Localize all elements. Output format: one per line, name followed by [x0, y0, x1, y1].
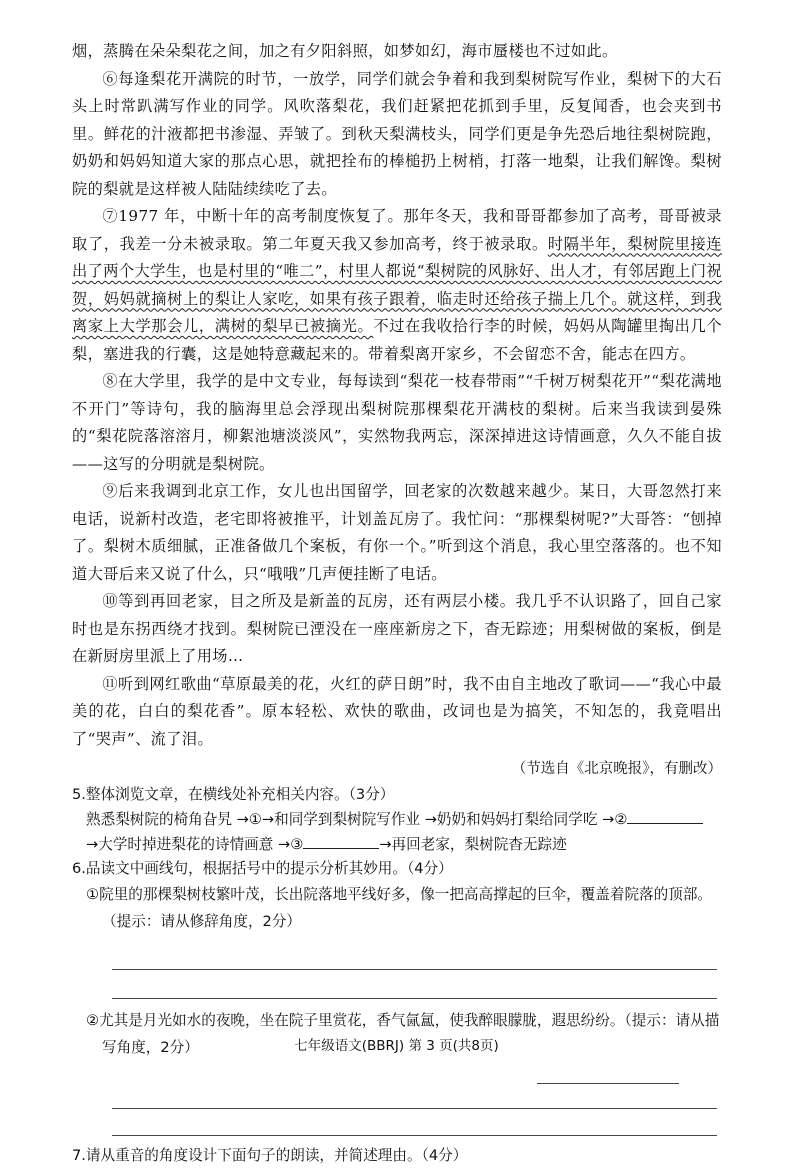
passage-paragraph-6: ⑥每逢梨花开满院的时节，一放学，同学们就会争着和我到梨树院写作业，梨树下的大石头上时常趴满写作业的同学。风吹落梨花，我们赶紧把花抓到手里，反复闻香，也会夹到书里。鲜花的汁液都把书渗湿、弄皱了。到秋天梨满枝头，同学们更是争先恐后地往梨树院跑，奶奶和妈妈知道大家的那点心思，就把拴布的棒槌扔上树梢，打落一地梨，让我们解馋。梨树院的梨就是这样被人陆陆续续吃了去。	[72, 69, 722, 198]
q6-2-answer-short-line[interactable]	[537, 1061, 679, 1084]
q6-1-answer-line-1[interactable]	[112, 941, 717, 970]
paragraph-7-wavy-underlined: 时隔半年，梨树院里接连出了两个大学生，也是村里的“唯二”，村里人都说“梨树院的风脉好、出人才，有邻居跑上门祝贺，妈妈就摘树上的梨让人家吃，如果有孩子跟着，临走时还给孩子揣上几个。就这样，到我离家上大学那会儿，满树的梨早已被摘光。	[72, 234, 723, 335]
question-5	[72, 783, 722, 857]
question-5-title: 5.整体浏览文章，在横线处补充相关内容。（3分）	[72, 786, 395, 803]
question-6-item-1: ①院里的那棵梨树枝繁叶茂，长出院落地平线好多，像一把高高撑起的巨伞，覆盖着院落的顶部。（提示：请从修辞角度，2分）	[86, 886, 713, 930]
question-6	[72, 857, 722, 1136]
q6-2-answer-line-1[interactable]	[112, 1084, 717, 1109]
q5-line1-text: 熟悉梨树院的椅角旮旯 →①→和同学到梨树院写作业 →奶奶和妈妈打梨给同学吃 →②	[86, 811, 628, 828]
question-5-line-2	[72, 832, 722, 857]
question-6-item-2: ②尤其是月光如水的夜晚，坐在院子里赏花，香气氤氲，使我醉眼朦胧，遐思纷纷。（提示：请从描写角度，2分）	[86, 1012, 720, 1056]
passage-paragraph-9: ⑨后来我调到北京工作，女儿也出国留学，回老家的次数越来越少。某日，大哥忽然打来电话，说新村改造，老宅即将被推平，计划盖瓦房了。我忙问：“那棵梨树呢?”大哥答：“刨掉了。梨树木质细腻，正准备做几个案板，有你一个。”听到这个消息，我心里空落落的。也不知道大哥后来又说了什么，只“哦哦”几声便挂断了电话。	[72, 482, 722, 583]
q5-blank-3[interactable]	[303, 832, 379, 849]
passage-paragraph-10: ⑩等到再回老家，目之所及是新盖的瓦房，还有两层小楼。我几乎不认识路了，回自己家时也是东拐西绕才找到。梨树院已湮没在一座座新房之下，杳无踪迹；用梨树做的案板，倒是在新厨房里派上了用场…	[72, 592, 722, 665]
q5-line2-text-b: →再回老家，梨树院杳无踪迹	[379, 836, 567, 853]
paragraph-7-text-b: 不过在我收拾行李的时候，妈妈从陶罐里掏出几个梨，塞进我的行囊，这是她特意藏起来的。带着梨离开家乡，不会留恋不舍，能志在四方。	[72, 317, 722, 363]
passage-paragraph-8: ⑧在大学里，我学的是中文专业，每每读到“梨花一枝春带雨”“千树万树梨花开”“梨花满地不开门”等诗句，我的脑海里总会浮现出梨树院那棵梨花开满枝的梨树。后来当我读到晏殊的“梨花院落溶溶月，柳絮池塘淡淡风”，实然物我两忘，深深掉进这诗情画意，久久不能自拔——这写的分明就是梨树院。	[72, 372, 722, 473]
q6-1-answer-line-2[interactable]	[112, 970, 717, 999]
passage-source: （节选自《北京晚报》，有删改）	[511, 761, 722, 777]
paragraph-7-text-a: ⑦1977 年，中断十年的高考制度恢复了。那年冬天，我和哥哥都参加了高考，哥哥被录取了，我差一分未被录取。第二年夏天我又参加高考，终于被录取。	[72, 207, 722, 253]
exam-page	[72, 38, 722, 1168]
passage-paragraph-11: ⑪听到网红歌曲“草原最美的花，火红的萨日朗”时，我不由自主地改了歌词——“我心中最美的花，白白的梨花香”。原本轻松、欢快的歌曲，改词也是为搞笑，不知怎的，我竟唱出了“哭声”、流了泪。	[72, 674, 722, 748]
question-6-title: 6.品读文中画线句，根据括号中的提示分析其妙用。（4分）	[72, 860, 453, 877]
q6-2-answer-line-2[interactable]	[112, 1109, 717, 1136]
page-footer: 七年级语文(BBRJ) 第 3 页(共8页)	[294, 1038, 499, 1054]
question-7	[72, 1144, 722, 1168]
passage-paragraph-7	[72, 203, 722, 368]
passage-paragraph-continued: 烟，蒸腾在朵朵梨花之间，加之有夕阳斜照，如梦如幻，海市蜃楼也不过如此。	[72, 42, 618, 60]
q5-line2-text-a: →大学时掉进梨花的诗情画意 →③	[86, 836, 304, 853]
question-7-title: 7.请从重音的角度设计下面句子的朗读，并简述理由。（4分）	[72, 1147, 468, 1164]
question-5-line-1	[72, 807, 722, 832]
q5-blank-2[interactable]	[627, 807, 703, 824]
